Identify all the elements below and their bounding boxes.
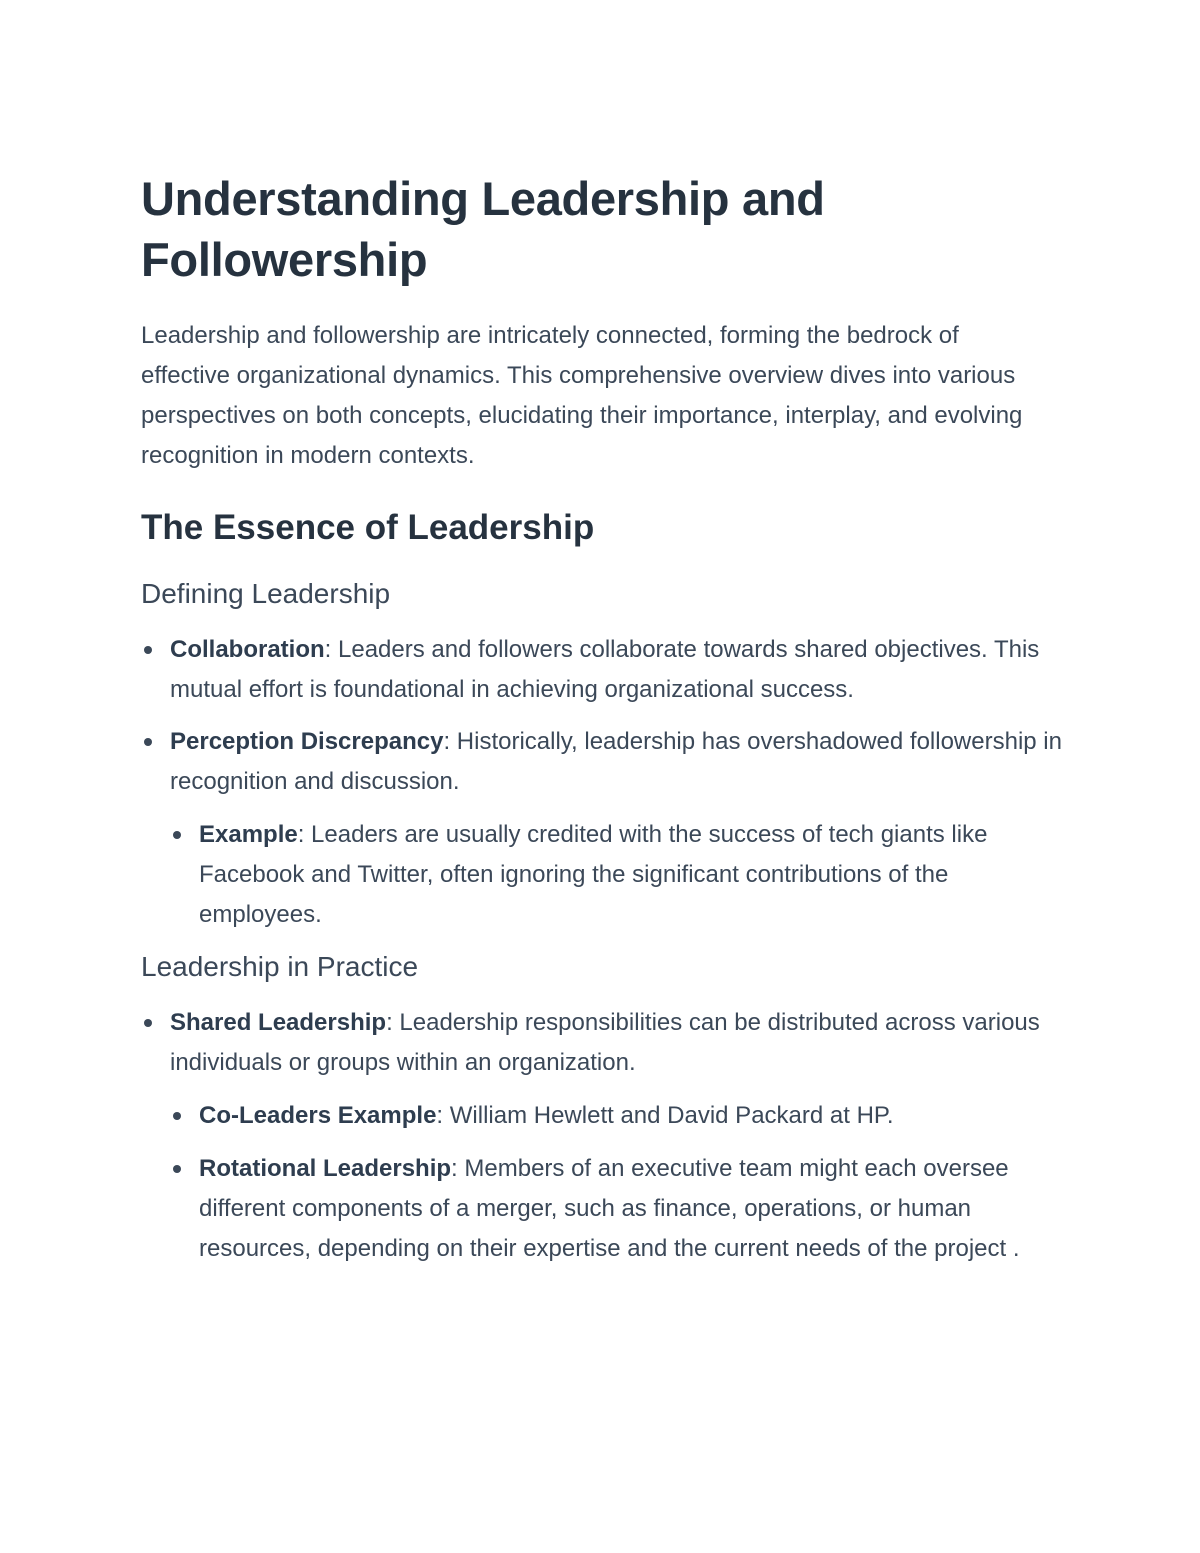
list-item	[141, 722, 1071, 935]
list-item-term: Collaboration	[170, 636, 325, 663]
list-item-term: Shared Leadership	[170, 1009, 387, 1036]
defining-list	[141, 630, 1071, 935]
nested-list-item	[170, 1096, 1071, 1136]
bullet-icon	[144, 646, 152, 654]
nested-list	[170, 815, 1071, 935]
nested-list-item	[170, 815, 1071, 935]
list-item-text: : Leaders are usually credited with the success of tech giants like Facebook and Twitter, often ignoring the significant contributions of the employees.	[199, 821, 988, 928]
list-item-text: : Leadership responsibilities can be distributed across various individuals or groups within an organization.	[170, 1009, 1040, 1076]
list-item-term: Co-Leaders Example	[199, 1102, 437, 1129]
list-item-term: Example	[199, 821, 298, 848]
section-heading: The Essence of Leadership	[141, 508, 595, 547]
list-item-term: Perception Discrepancy	[170, 728, 444, 755]
bullet-icon	[173, 1112, 181, 1120]
document-page	[141, 168, 1071, 1282]
subsection-heading-defining: Defining Leadership	[141, 578, 391, 609]
intro-paragraph: Leadership and followership are intricately connected, forming the bedrock of effective organizational dynamics. This comprehensive overview dives into various perspectives on both concepts, elucidating their importance, interplay, and evolving recognition in modern contexts.	[141, 322, 1023, 469]
bullet-icon	[144, 1019, 152, 1027]
subsection-heading-practice: Leadership in Practice	[141, 951, 419, 982]
practice-list	[141, 1003, 1071, 1269]
list-item	[141, 630, 1071, 710]
list-item-text: : Leaders and followers collaborate towards shared objectives. This mutual effort is foundational in achieving organizational success.	[170, 636, 1040, 703]
list-item	[141, 1003, 1071, 1269]
list-item-text: : Historically, leadership has overshadowed followership in recognition and discussion.	[170, 728, 1062, 795]
nested-list-item	[170, 1149, 1071, 1269]
bullet-icon	[173, 1165, 181, 1173]
list-item-text: : William Hewlett and David Packard at HP.	[436, 1102, 894, 1129]
bullet-icon	[173, 831, 181, 839]
bullet-icon	[144, 738, 152, 746]
list-item-term: Rotational Leadership	[199, 1155, 452, 1182]
list-item-text: : Members of an executive team might each oversee different components of a merger, such as finance, operations, or human resources, depending on their expertise and the current needs of the project .	[199, 1155, 1020, 1262]
nested-list	[170, 1096, 1071, 1269]
page-title: Understanding Leadership and Followership	[141, 172, 825, 286]
